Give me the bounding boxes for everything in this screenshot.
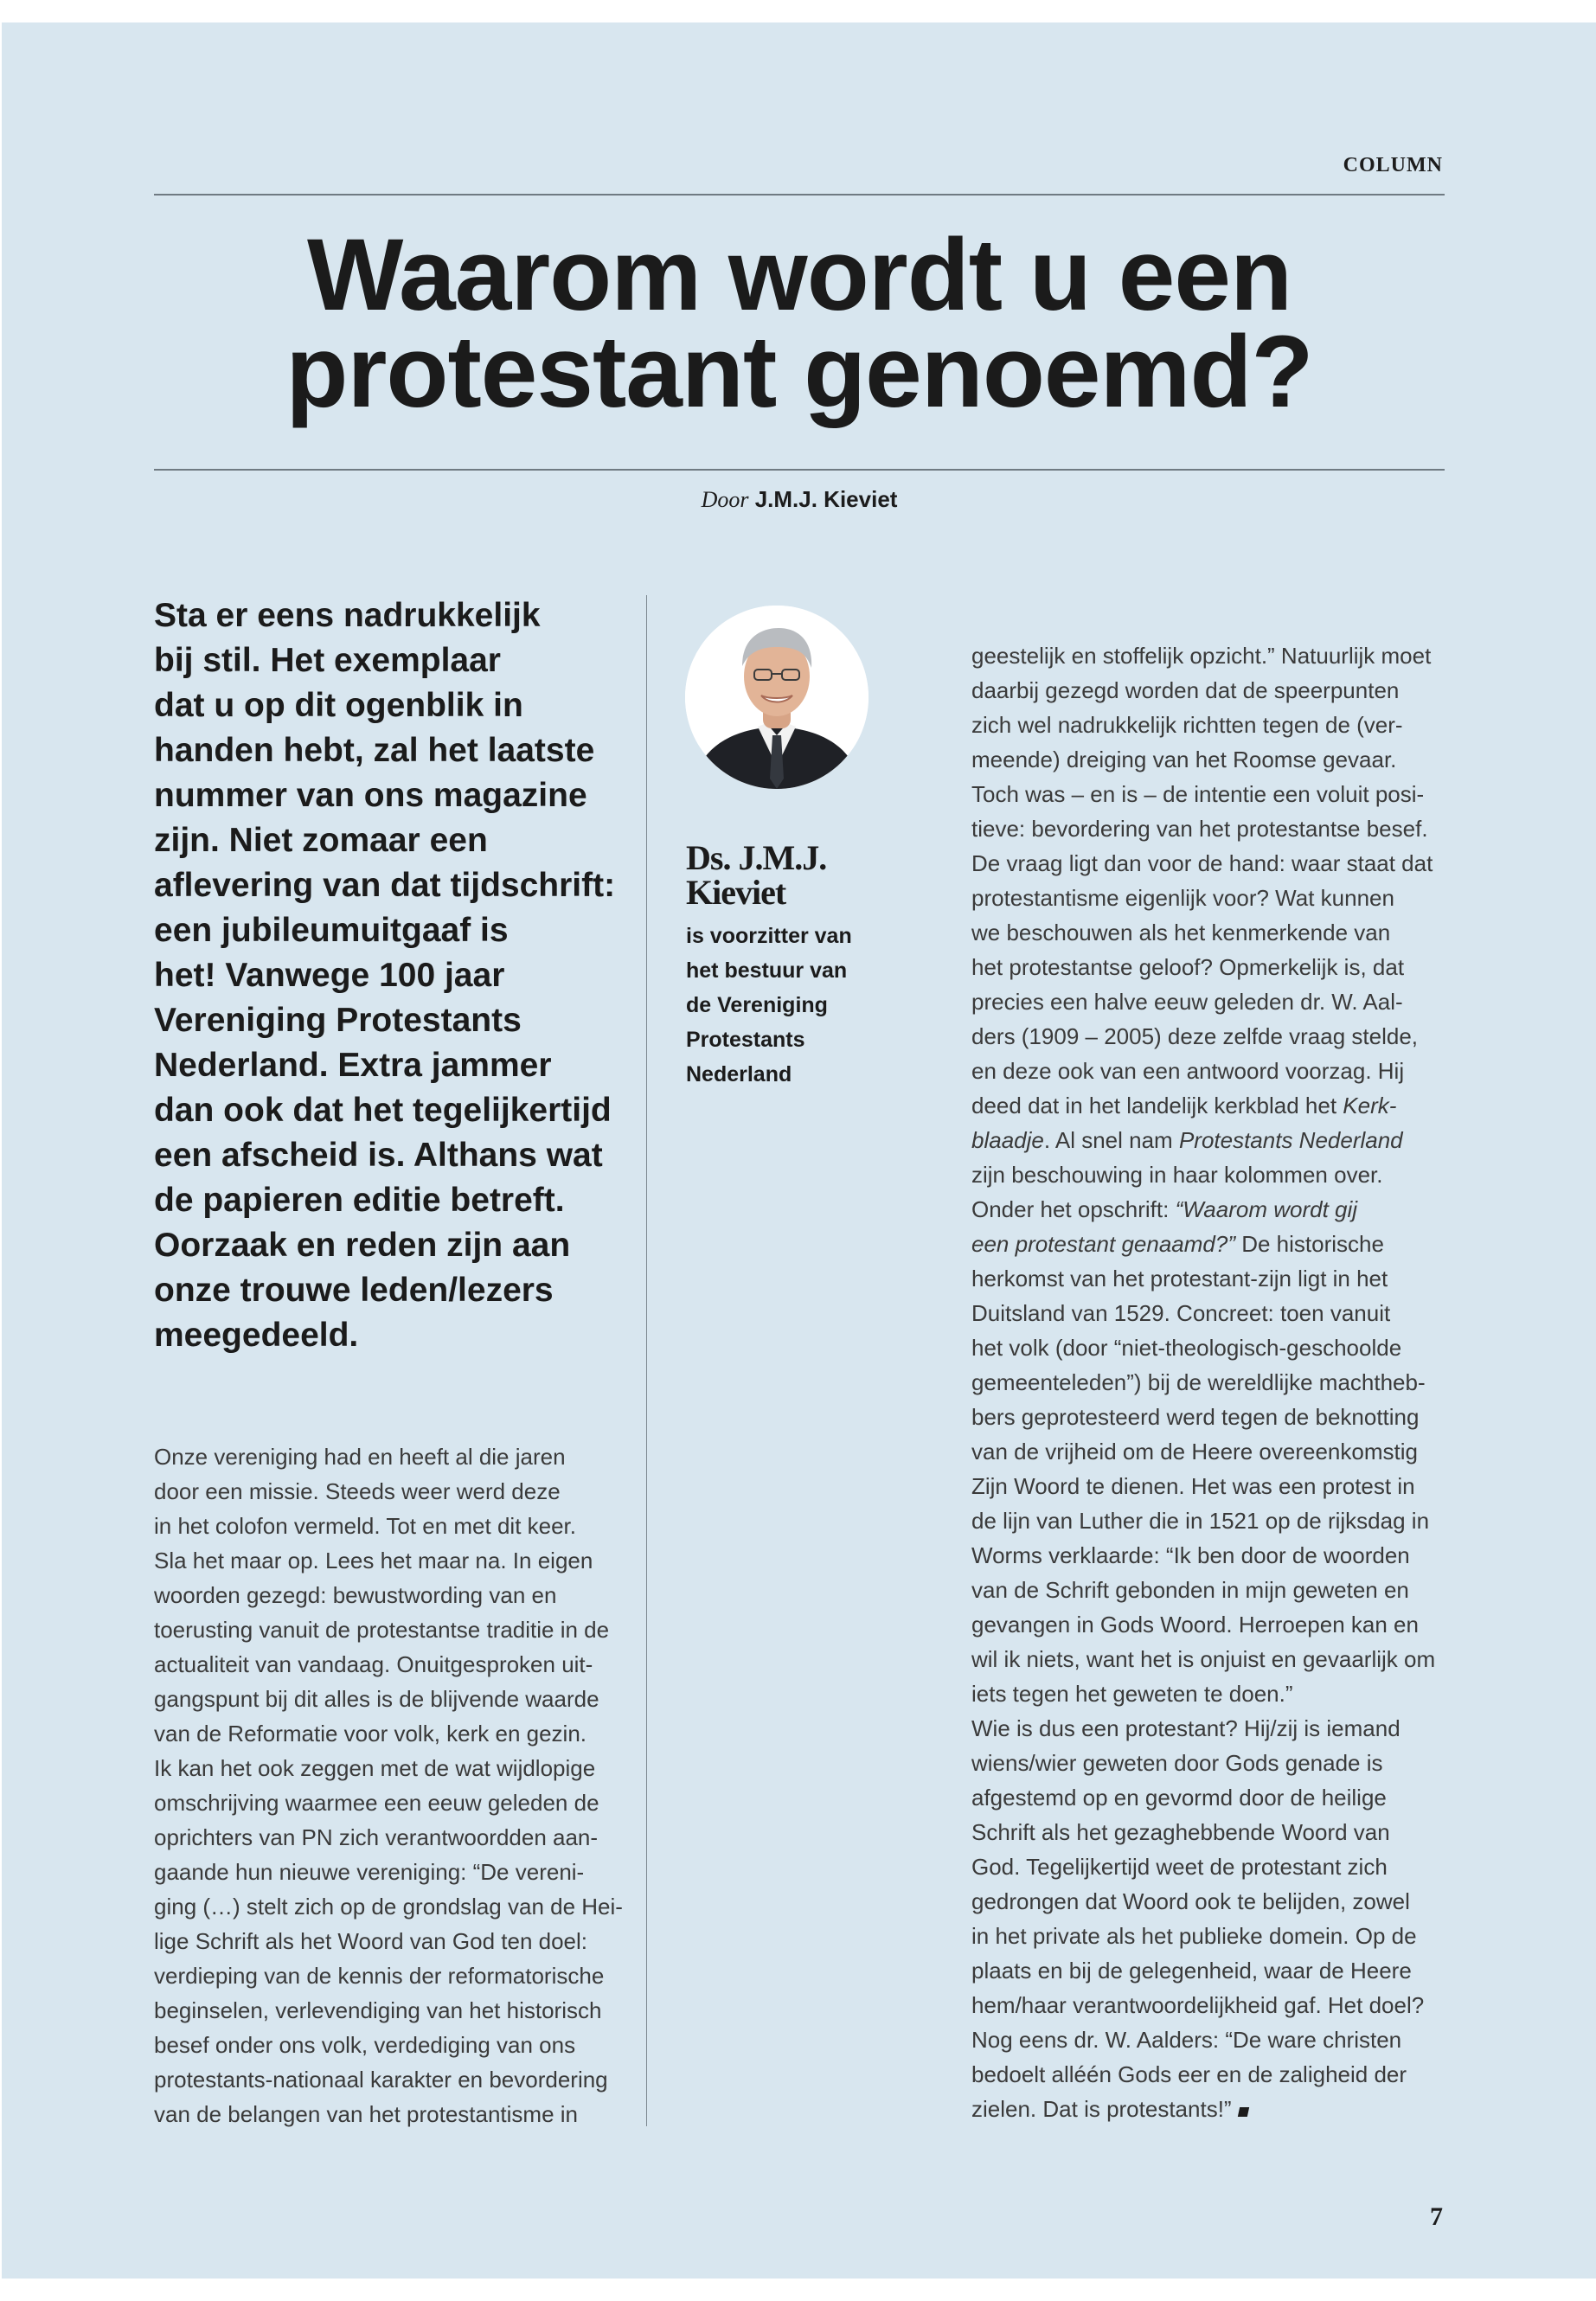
body-line: het protestantse geloof? Opmerkelijk is, dat xyxy=(971,954,1405,980)
lead-line: meegedeeld. xyxy=(154,1317,359,1354)
author-portrait xyxy=(685,606,869,789)
body-line: afgestemd op en gevormd door de heilige xyxy=(971,1785,1387,1811)
lead-line: dan ook dat het tegelijkertijd xyxy=(154,1092,612,1129)
body-line: gevangen in Gods Woord. Herroepen kan en xyxy=(971,1612,1419,1638)
headline xyxy=(154,218,1445,429)
body-line: iets tegen het geweten te doen.” xyxy=(971,1681,1293,1707)
body-line: geestelijk en stoffelijk opzicht.” Natuurlijk moet xyxy=(971,643,1432,669)
body-fragment: Onder het opschrift: xyxy=(971,1196,1176,1222)
lead-line: dat u op dit ogenblik in xyxy=(154,687,523,724)
body-fragment: zielen. Dat is protestants!” xyxy=(971,2096,1232,2122)
headline-line: protestant genoemd? xyxy=(285,315,1313,429)
body-line: Zijn Woord te dienen. Het was een protest in xyxy=(971,1473,1415,1499)
headline-rule xyxy=(154,469,1445,471)
body-column-left xyxy=(154,1439,638,2131)
lead-line: Oorzaak en reden zijn aan xyxy=(154,1227,571,1264)
body-line: wiens/wier geweten door Gods genade is xyxy=(971,1750,1383,1776)
body-line: ders (1909 – 2005) deze zelfde vraag stelde, xyxy=(971,1023,1419,1049)
top-rule xyxy=(154,194,1445,195)
italic-fragment: “Waarom wordt gij xyxy=(1175,1196,1358,1222)
italic-fragment: Protestants Nederland xyxy=(1178,1127,1403,1153)
body-line: in het colofon vermeld. Tot en met dit keer. xyxy=(154,1513,577,1539)
body-line: gedrongen dat Woord ook te belijden, zowel xyxy=(971,1888,1410,1914)
body-fragment: De historische xyxy=(1235,1231,1384,1257)
body-line: de lijn van Luther die in 1521 op de rijksdag in xyxy=(971,1508,1430,1534)
body-line: God. Tegelijkertijd weet de protestant zich xyxy=(971,1854,1388,1880)
author-name-line: Kieviet xyxy=(686,873,786,912)
body-line: hem/haar verantwoordelijkheid gaf. Het doel? xyxy=(971,1992,1425,2018)
lead-line: Sta er eens nadrukkelijk xyxy=(154,597,541,634)
body-line: protestantisme eigenlijk voor? Wat kunnen xyxy=(971,885,1394,911)
lead-paragraph xyxy=(154,593,638,1358)
body-line xyxy=(971,1123,1447,1157)
lead-line: aflevering van dat tijdschrift: xyxy=(154,867,616,904)
body-line: herkomst van het protestant-zijn ligt in het xyxy=(971,1266,1388,1292)
body-line: van de belangen van het protestantisme in xyxy=(154,2101,579,2127)
author-name xyxy=(686,838,894,912)
author-bio-line: Protestants xyxy=(686,1028,805,1052)
body-line: besef onder ons volk, verdediging van ons xyxy=(154,2032,576,2058)
lead-line: het! Vanwege 100 jaar xyxy=(154,957,505,994)
body-line: toerusting vanuit de protestantse traditie in de xyxy=(154,1617,610,1643)
body-line: omschrijving waarmee een eeuw geleden de xyxy=(154,1790,599,1816)
body-fragment: . Al snel nam xyxy=(1043,1127,1179,1153)
body-line: en deze ook van een antwoord voorzag. Hij xyxy=(971,1058,1405,1084)
lead-line: onze trouwe leden/lezers xyxy=(154,1272,554,1309)
body-line: De vraag ligt dan voor de hand: waar staat dat xyxy=(971,850,1433,876)
italic-fragment: blaadje xyxy=(971,1127,1044,1153)
body-line: plaats en bij de gelegenheid, waar de Heere xyxy=(971,1958,1412,1984)
body-line: Onze vereniging had en heeft al die jaren xyxy=(154,1444,566,1470)
body-column-right xyxy=(971,638,1447,2126)
body-line: van de Reformatie voor volk, kerk en gezin. xyxy=(154,1721,587,1747)
body-line: Wie is dus een protestant? Hij/zij is iemand xyxy=(971,1715,1401,1741)
body-line: Duitsland van 1529. Concreet: toen vanuit xyxy=(971,1300,1391,1326)
body-line: oprichters van PN zich verantwoordden aan- xyxy=(154,1824,599,1850)
body-line: zijn beschouwing in haar kolommen over. xyxy=(971,1162,1383,1188)
body-fragment: deed dat in het landelijk kerkblad het xyxy=(971,1093,1343,1118)
body-line: verdieping van de kennis der reformatorische xyxy=(154,1963,605,1989)
body-line: Ik kan het ook zeggen met de wat wijdlopige xyxy=(154,1755,596,1781)
body-line: actualiteit van vandaag. Onuitgesproken uit- xyxy=(154,1651,593,1677)
body-line: beginselen, verlevendiging van het historisch xyxy=(154,1997,602,2023)
body-line: van de Schrift gebonden in mijn geweten en xyxy=(971,1577,1409,1603)
body-line: Toch was – en is – de intentie een voluit posi- xyxy=(971,781,1425,807)
body-line: bedoelt alléén Gods eer en de zaligheid der xyxy=(971,2061,1407,2087)
body-line: precies een halve eeuw geleden dr. W. Aal- xyxy=(971,989,1403,1015)
author-bio-line: de Vereniging xyxy=(686,993,828,1017)
lead-line: de papieren editie betreft. xyxy=(154,1182,565,1219)
italic-fragment: Kerk- xyxy=(1343,1093,1397,1118)
body-line: protestants-nationaal karakter en bevordering xyxy=(154,2067,608,2093)
page-number: 7 xyxy=(1430,2202,1443,2231)
body-line: gaande hun nieuwe vereniging: “De vereni- xyxy=(154,1859,585,1885)
body-line: ging (…) stelt zich op de grondslag van de Hei- xyxy=(154,1894,623,1920)
author-bio-line: het bestuur van xyxy=(686,958,848,983)
body-line xyxy=(971,1088,1447,1123)
byline-prefix: Door xyxy=(701,487,749,512)
body-line: Sla het maar op. Lees het maar na. In eigen xyxy=(154,1548,593,1574)
body-line: Schrift als het gezaghebbende Woord van xyxy=(971,1819,1390,1845)
body-line: in het private als het publieke domein. Op de xyxy=(971,1923,1417,1949)
body-line: Nog eens dr. W. Aalders: “De ware christen xyxy=(971,2027,1402,2053)
magazine-page xyxy=(2,22,1596,2279)
lead-line: een jubileumuitgaaf is xyxy=(154,912,509,949)
byline xyxy=(154,486,1445,513)
body-line xyxy=(971,2092,1447,2126)
body-line: gangspunt bij dit alles is de blijvende waarde xyxy=(154,1686,599,1712)
body-line: lige Schrift als het Woord van God ten doel: xyxy=(154,1928,588,1954)
portrait-icon xyxy=(685,606,869,789)
byline-author: J.M.J. Kieviet xyxy=(754,486,898,512)
body-line: zich wel nadrukkelijk richtten tegen de (ver- xyxy=(971,712,1403,738)
body-line: daarbij gezegd worden dat de speerpunten xyxy=(971,677,1400,703)
body-line xyxy=(971,1227,1447,1261)
end-of-article-icon xyxy=(1237,2107,1248,2117)
author-bio-line: is voorzitter van xyxy=(686,924,852,948)
italic-fragment: een protestant genaamd?” xyxy=(971,1231,1235,1257)
section-label: COLUMN xyxy=(1343,154,1443,176)
author-bio-line: Nederland xyxy=(686,1062,792,1086)
body-line: tieve: bevordering van het protestantse besef. xyxy=(971,816,1428,842)
lead-line: handen hebt, zal het laatste xyxy=(154,732,595,769)
body-line: Worms verklaarde: “Ik ben door de woorden xyxy=(971,1542,1410,1568)
lead-line: Nederland. Extra jammer xyxy=(154,1047,552,1084)
body-line xyxy=(971,1192,1447,1227)
body-line: woorden gezegd: bewustwording van en xyxy=(154,1582,557,1608)
lead-line: nummer van ons magazine xyxy=(154,777,587,814)
body-line: door een missie. Steeds weer werd deze xyxy=(154,1478,561,1504)
lead-line: bij stil. Het exemplaar xyxy=(154,642,501,679)
body-line: we beschouwen als het kenmerkende van xyxy=(971,920,1391,945)
body-line: van de vrijheid om de Heere overeenkomstig xyxy=(971,1439,1418,1465)
author-name-line: Ds. J.M.J. xyxy=(686,838,827,877)
lead-line: zijn. Niet zomaar een xyxy=(154,822,488,859)
body-line: bers geprotesteerd werd tegen de beknotting xyxy=(971,1404,1420,1430)
body-line: het volk (door “niet-theologisch-geschoolde xyxy=(971,1335,1402,1361)
column-divider xyxy=(646,595,647,2126)
lead-line: een afscheid is. Althans wat xyxy=(154,1137,603,1174)
lead-line: Vereniging Protestants xyxy=(154,1002,522,1039)
body-line: wil ik niets, want het is onjuist en gevaarlijk om xyxy=(971,1646,1436,1672)
body-line: meende) dreiging van het Roomse gevaar. xyxy=(971,747,1397,772)
author-bio xyxy=(686,919,894,1092)
body-line: gemeenteleden”) bij de wereldlijke machtheb- xyxy=(971,1369,1426,1395)
headline-line: Waarom wordt u een xyxy=(306,218,1292,332)
